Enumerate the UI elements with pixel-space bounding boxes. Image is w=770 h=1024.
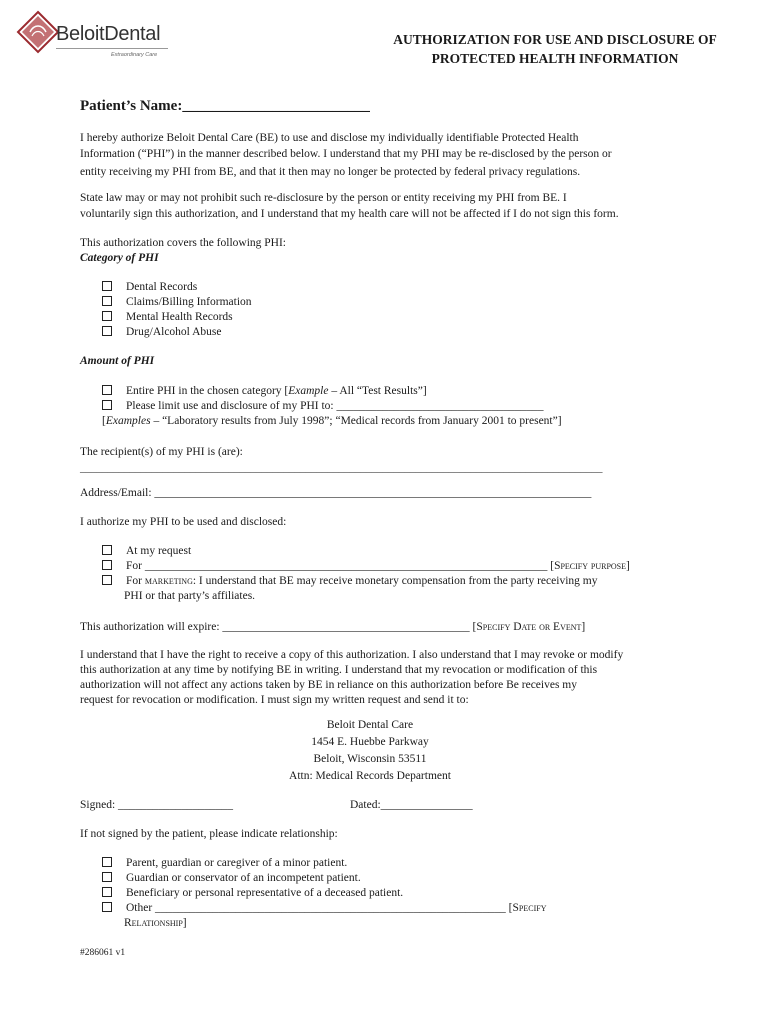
patient-name-field[interactable]: Patient’s Name:_________________________ — [80, 98, 370, 114]
intro-paragraph: I hereby authorize Beloit Dental Care (BE) to use and disclose my individually identifiable Protected Health Information (“PHI”) in the manner described below. I understand that my PHI may be re-disclosed by the person or entity receiving my PHI from BE, and that it then may no longer be protected by federal privacy regulations. — [80, 132, 612, 178]
dated-field[interactable]: Dated:________________ — [350, 799, 473, 811]
relationship-guardian[interactable]: Guardian or conservator of an incompetent patient. — [102, 871, 361, 886]
checkbox-icon[interactable] — [102, 872, 112, 882]
category-claims-billing[interactable]: Claims/Billing Information — [102, 295, 252, 310]
checkbox-icon[interactable] — [102, 560, 112, 570]
title-line-2: PROTECTED HEALTH INFORMATION — [431, 51, 679, 66]
category-dental-records[interactable]: Dental Records — [102, 280, 197, 295]
expire-field[interactable]: This authorization will expire: ___________________________________________ [Specify Date or Event] — [80, 621, 586, 633]
amount-limit-option[interactable]: Please limit use and disclosure of my PHI to: ____________________________________ — [102, 399, 544, 414]
checkbox-icon[interactable] — [102, 400, 112, 410]
category-mental-health[interactable]: Mental Health Records — [102, 310, 233, 325]
recipients-field[interactable]: _______________________________________________________________________________________________ — [80, 462, 603, 474]
relationship-other[interactable]: Other _____________________________________________________________ [Specify — [102, 901, 546, 916]
checkbox-icon[interactable] — [102, 575, 112, 585]
logo-mark-icon — [16, 10, 60, 54]
state-law-paragraph: State law may or may not prohibit such re-disclosure by the person or entity receiving my PHI from BE. I voluntarily sign this authorization, and I understand that my health care will not be affected if I do not sign this form. — [80, 192, 619, 220]
checkbox-icon[interactable] — [102, 545, 112, 555]
covers-label: This authorization covers the following PHI: — [80, 237, 287, 249]
checkbox-icon[interactable] — [102, 311, 112, 321]
checkbox-icon[interactable] — [102, 296, 112, 306]
purpose-marketing-cont: PHI or that party’s affiliates. — [124, 590, 256, 602]
amount-examples: [Examples – “Laboratory results from July 1998”; “Medical records from January 2001 to present”] — [102, 415, 562, 427]
relationship-parent[interactable]: Parent, guardian or caregiver of a minor patient. — [102, 856, 347, 871]
rights-paragraph: I understand that I have the right to receive a copy of this authorization. I also understand that I may revoke or modify this authorization at any time by notifying BE in writing. I understand that my revocation or modification of this authorization will not affect any actions taken by BE in reliance on this authorization before Be receives my request for revocation or modification. I must sign my written request and send it to: — [80, 649, 624, 706]
checkbox-icon[interactable] — [102, 902, 112, 912]
category-drug-alcohol[interactable]: Drug/Alcohol Abuse — [102, 325, 222, 340]
signed-field[interactable]: Signed: ____________________ — [80, 799, 234, 811]
document-title — [340, 30, 770, 68]
category-heading: Category of PHI — [80, 252, 159, 264]
checkbox-icon[interactable] — [102, 326, 112, 336]
purpose-for-specify[interactable]: For ______________________________________________________________________ [Specify purpose] — [102, 559, 630, 574]
purpose-at-request[interactable]: At my request — [102, 544, 191, 559]
document-id: #286061 v1 — [80, 948, 126, 958]
logo-brand: BeloitDental — [56, 23, 161, 45]
amount-heading: Amount of PHI — [80, 355, 155, 367]
not-signed-label: If not signed by the patient, please indicate relationship: — [80, 828, 338, 840]
authorize-label: I authorize my PHI to be used and disclosed: — [80, 516, 287, 528]
address-email-field[interactable]: Address/Email: ____________________________________________________________________________ — [80, 487, 592, 499]
recipients-label: The recipient(s) of my PHI is (are): — [80, 446, 243, 458]
amount-entire-option[interactable]: Entire PHI in the chosen category [Example – All “Test Results”] — [102, 384, 427, 399]
checkbox-icon[interactable] — [102, 281, 112, 291]
purpose-marketing[interactable]: For marketing: I understand that BE may receive monetary compensation from the party receiving my — [102, 574, 597, 589]
checkbox-icon[interactable] — [102, 887, 112, 897]
logo — [16, 10, 176, 65]
title-line-1: AUTHORIZATION FOR USE AND DISCLOSURE OF — [393, 32, 717, 47]
checkbox-icon[interactable] — [102, 385, 112, 395]
relationship-beneficiary[interactable]: Beneficiary or personal representative of a deceased patient. — [102, 886, 403, 901]
logo-tagline: Extraordinary Care — [111, 52, 158, 58]
mailing-address: Beloit Dental Care 1454 E. Huebbe Parkway Beloit, Wisconsin 53511 Attn: Medical Records Department — [289, 719, 451, 782]
relationship-other-cont: Relationship] — [124, 917, 187, 929]
checkbox-icon[interactable] — [102, 857, 112, 867]
